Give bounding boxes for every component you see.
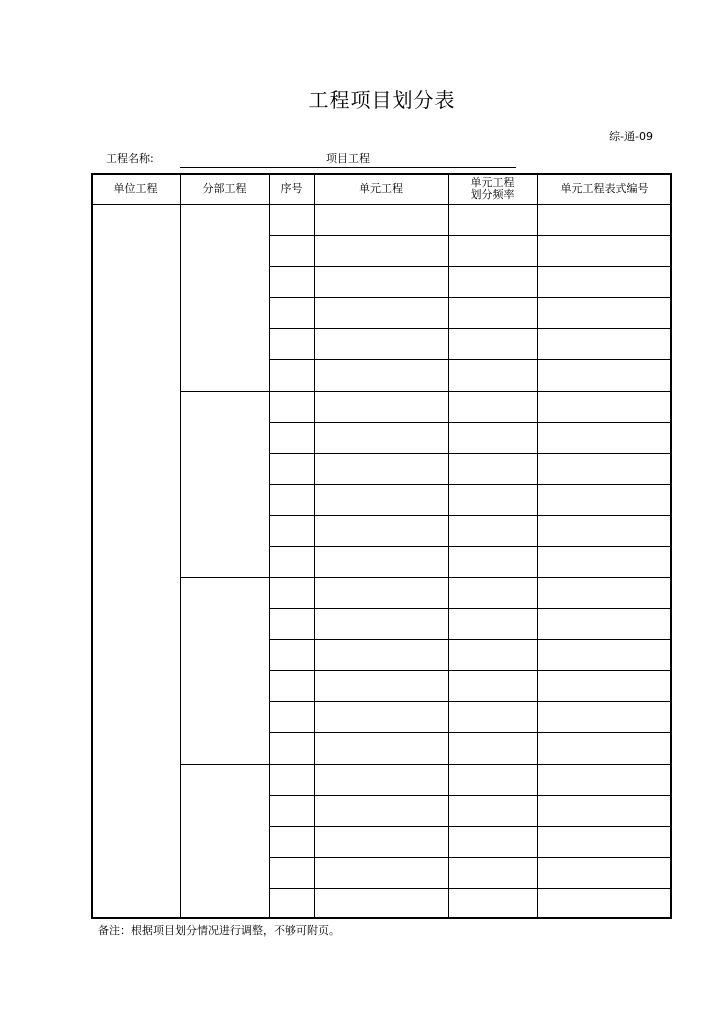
frequency-cell[interactable] bbox=[448, 795, 537, 826]
seq-cell[interactable] bbox=[269, 391, 314, 422]
frequency-cell[interactable] bbox=[448, 857, 537, 888]
frequency-cell[interactable] bbox=[448, 577, 537, 608]
element-project-cell[interactable] bbox=[314, 701, 448, 732]
sub-project-cell[interactable] bbox=[180, 204, 269, 391]
frequency-cell[interactable] bbox=[448, 297, 537, 328]
seq-cell[interactable] bbox=[269, 732, 314, 764]
header-frequency bbox=[448, 173, 537, 204]
element-project-cell[interactable] bbox=[314, 235, 448, 266]
element-project-cell[interactable] bbox=[314, 888, 448, 919]
form-number-cell[interactable] bbox=[537, 701, 672, 732]
element-project-cell[interactable] bbox=[314, 484, 448, 515]
element-project-cell[interactable] bbox=[314, 204, 448, 235]
form-number-cell[interactable] bbox=[537, 764, 672, 795]
frequency-cell[interactable] bbox=[448, 701, 537, 732]
header-unit-project-text: 单位工程 bbox=[113, 181, 158, 195]
remarks-note: 备注：根据项目划分情况进行调整，不够可附页。 bbox=[98, 924, 340, 937]
header-form-number bbox=[537, 173, 672, 204]
form-number-cell[interactable] bbox=[537, 453, 672, 484]
form-number-cell[interactable] bbox=[537, 795, 672, 826]
form-number-cell[interactable] bbox=[537, 857, 672, 888]
seq-cell[interactable] bbox=[269, 857, 314, 888]
seq-cell[interactable] bbox=[269, 608, 314, 639]
frequency-cell[interactable] bbox=[448, 639, 537, 670]
form-number-cell[interactable] bbox=[537, 297, 672, 328]
sub-project-cell[interactable] bbox=[180, 391, 269, 577]
header-seq-text: 序号 bbox=[280, 181, 303, 195]
seq-cell[interactable] bbox=[269, 701, 314, 732]
element-project-cell[interactable] bbox=[314, 826, 448, 857]
header-unit-project bbox=[91, 173, 180, 204]
seq-cell[interactable] bbox=[269, 764, 314, 795]
seq-cell[interactable] bbox=[269, 359, 314, 391]
element-project-cell[interactable] bbox=[314, 670, 448, 701]
form-number-cell[interactable] bbox=[537, 422, 672, 453]
header-element-project bbox=[314, 173, 448, 204]
project-division-table bbox=[91, 173, 672, 919]
seq-cell[interactable] bbox=[269, 484, 314, 515]
frequency-cell[interactable] bbox=[448, 546, 537, 577]
form-number-cell[interactable] bbox=[537, 639, 672, 670]
element-project-cell[interactable] bbox=[314, 328, 448, 359]
element-project-cell[interactable] bbox=[314, 359, 448, 391]
element-project-cell[interactable] bbox=[314, 608, 448, 639]
form-number-cell[interactable] bbox=[537, 826, 672, 857]
header-form-number-text: 单元工程表式编号 bbox=[560, 181, 649, 195]
header-frequency-line2: 划分频率 bbox=[470, 187, 515, 201]
project-name-label: 工程名称: bbox=[106, 152, 154, 165]
seq-cell[interactable] bbox=[269, 546, 314, 577]
frequency-cell[interactable] bbox=[448, 764, 537, 795]
seq-cell[interactable] bbox=[269, 577, 314, 608]
frequency-cell[interactable] bbox=[448, 670, 537, 701]
frequency-cell[interactable] bbox=[448, 453, 537, 484]
seq-cell[interactable] bbox=[269, 422, 314, 453]
form-number-cell[interactable] bbox=[537, 235, 672, 266]
header-frequency-line1: 单元工程 bbox=[470, 175, 515, 189]
sub-project-cell[interactable] bbox=[180, 577, 269, 764]
unit-project-cell[interactable] bbox=[91, 204, 180, 919]
frequency-cell[interactable] bbox=[448, 235, 537, 266]
seq-cell[interactable] bbox=[269, 297, 314, 328]
form-number-cell[interactable] bbox=[537, 515, 672, 546]
element-project-cell[interactable] bbox=[314, 266, 448, 297]
element-project-cell[interactable] bbox=[314, 857, 448, 888]
form-number-cell[interactable] bbox=[537, 608, 672, 639]
element-project-cell[interactable] bbox=[314, 639, 448, 670]
project-name-field[interactable]: 项目工程 bbox=[180, 150, 516, 168]
element-project-cell[interactable] bbox=[314, 422, 448, 453]
seq-cell[interactable] bbox=[269, 204, 314, 235]
seq-cell[interactable] bbox=[269, 826, 314, 857]
seq-cell[interactable] bbox=[269, 235, 314, 266]
seq-cell[interactable] bbox=[269, 639, 314, 670]
seq-cell[interactable] bbox=[269, 515, 314, 546]
element-project-cell[interactable] bbox=[314, 732, 448, 764]
form-number-cell[interactable] bbox=[537, 577, 672, 608]
element-project-cell[interactable] bbox=[314, 453, 448, 484]
element-project-cell[interactable] bbox=[314, 391, 448, 422]
form-number-cell[interactable] bbox=[537, 484, 672, 515]
seq-cell[interactable] bbox=[269, 670, 314, 701]
form-number-cell[interactable] bbox=[537, 266, 672, 297]
page-title: 工程项目划分表 bbox=[308, 88, 456, 112]
form-number-cell[interactable] bbox=[537, 732, 672, 764]
seq-cell[interactable] bbox=[269, 888, 314, 919]
element-project-cell[interactable] bbox=[314, 795, 448, 826]
frequency-cell[interactable] bbox=[448, 266, 537, 297]
form-number-cell[interactable] bbox=[537, 670, 672, 701]
frequency-cell[interactable] bbox=[448, 359, 537, 391]
element-project-cell[interactable] bbox=[314, 577, 448, 608]
form-code: 综-通-09 bbox=[609, 130, 653, 143]
form-number-cell[interactable] bbox=[537, 546, 672, 577]
element-project-cell[interactable] bbox=[314, 297, 448, 328]
frequency-cell[interactable] bbox=[448, 391, 537, 422]
frequency-cell[interactable] bbox=[448, 422, 537, 453]
form-number-cell[interactable] bbox=[537, 888, 672, 919]
frequency-cell[interactable] bbox=[448, 826, 537, 857]
frequency-cell[interactable] bbox=[448, 732, 537, 764]
frequency-cell[interactable] bbox=[448, 515, 537, 546]
element-project-cell[interactable] bbox=[314, 764, 448, 795]
sub-project-cell[interactable] bbox=[180, 764, 269, 919]
header-element-project-text: 单元工程 bbox=[359, 181, 403, 195]
header-sub-project-text: 分部工程 bbox=[202, 181, 247, 195]
form-number-cell[interactable] bbox=[537, 391, 672, 422]
seq-cell[interactable] bbox=[269, 266, 314, 297]
header-seq bbox=[269, 173, 314, 204]
form-number-cell[interactable] bbox=[537, 328, 672, 359]
frequency-cell[interactable] bbox=[448, 328, 537, 359]
element-project-cell[interactable] bbox=[314, 546, 448, 577]
frequency-cell[interactable] bbox=[448, 204, 537, 235]
header-sub-project bbox=[180, 173, 269, 204]
frequency-cell[interactable] bbox=[448, 484, 537, 515]
seq-cell[interactable] bbox=[269, 453, 314, 484]
form-number-cell[interactable] bbox=[537, 204, 672, 235]
form-number-cell[interactable] bbox=[537, 359, 672, 391]
seq-cell[interactable] bbox=[269, 328, 314, 359]
frequency-cell[interactable] bbox=[448, 608, 537, 639]
element-project-cell[interactable] bbox=[314, 515, 448, 546]
frequency-cell[interactable] bbox=[448, 888, 537, 919]
seq-cell[interactable] bbox=[269, 795, 314, 826]
